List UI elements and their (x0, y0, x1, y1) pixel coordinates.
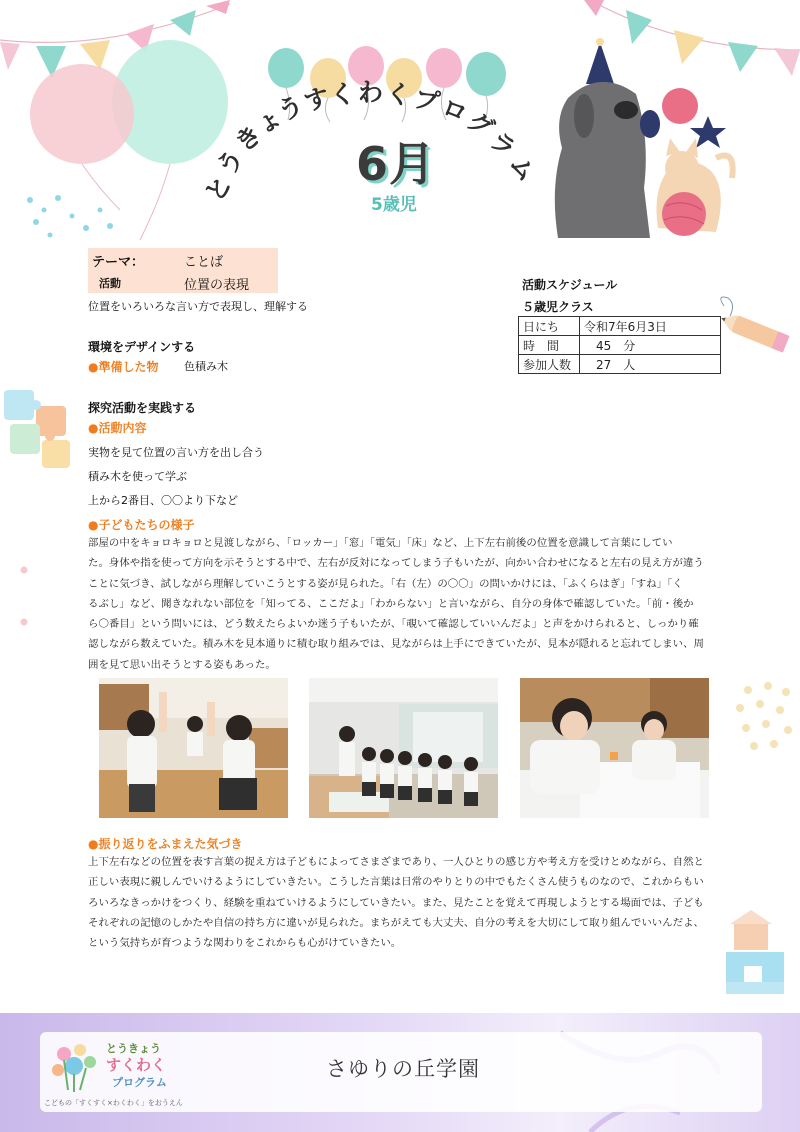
prepared-label: ●準備した物 (88, 360, 159, 374)
reflection-label: ●振り返りをふまえた気づき (88, 837, 243, 851)
activity-photo-1 (99, 678, 288, 818)
logo-line-3: プログラム (112, 1076, 167, 1089)
schedule-row-value: 45 分 (580, 336, 721, 355)
dots-right-decoration (728, 680, 800, 760)
paragraph-line: ろいろなきっかけをつくり、経験を重ねていけるようにしていきたい。また、見たことを覚えて再現しようとする場面では、子ども (88, 896, 704, 909)
schedule-row-label: 参加人数 (519, 355, 580, 374)
practice-heading: 探究活動を実践する (88, 401, 197, 415)
logo-tagline: こどもの「すくすく×わくわく」をおうえん (44, 1099, 183, 1107)
schedule-class: ５歳児クラス (522, 300, 594, 314)
schedule-row (519, 355, 721, 374)
title-char: ょ (250, 101, 287, 140)
prepared-value: 色積み木 (184, 360, 228, 373)
schedule-row-value: 27 人 (580, 355, 721, 374)
activity-value: 位置の表現 (184, 278, 250, 293)
pencil-decoration (716, 294, 800, 364)
activity-label: 活動 (99, 277, 121, 290)
content-item: 上から2番目、〇〇より下など (88, 494, 238, 507)
title-char: グ (462, 105, 499, 144)
schedule-row (519, 317, 721, 336)
puzzle-decoration (0, 384, 80, 476)
blocks-decoration (724, 910, 794, 1000)
paragraph-line: 部屋の中をキョロキョロと見渡しながら、「ロッカー」「窓」「電気」「床」など、上下左右前後の位置を意識して言葉にしてい (88, 537, 673, 549)
title-char: う (273, 90, 308, 127)
month-title: 6月 (356, 137, 437, 191)
activity-photo-3 (520, 678, 709, 818)
theme-label: テーマ： (92, 255, 145, 270)
paragraph-line: ことに気づき、試しながら理解していこうとする姿が見られた。「右（左）の〇〇」の問いかけには、「ふくらはぎ」「すね」「く (88, 577, 683, 590)
dog-and-cat-illustration (540, 38, 750, 243)
paragraph-line: 正しい表現に親しんでいけるようにしていきたい。こうした言葉は日常のやりとりの中でもたくさん使うものなので、これからもい (88, 876, 704, 889)
flower-logo-icon (46, 1040, 106, 1096)
content-label: ●活動内容 (88, 421, 147, 435)
theme-value: ことば (184, 255, 224, 270)
paragraph-line: それぞれの記憶のしかたや自信の持ち方に違いが見られた。まちがえても大丈夫、自分の考えを大切にして取り組んでいいんだよ、 (88, 916, 704, 929)
paragraph-line: ら〇番目」という問いには、どう数えたらよいか迷う子もいたが、「覗いて確認していいんだよ」と声をかけられると、しっかり確 (88, 618, 699, 631)
title-char: わ (358, 78, 384, 107)
school-name: さゆりの丘学園 (326, 1057, 480, 1081)
balloons-left-decoration (20, 40, 230, 250)
theme-description: 位置をいろいろな言い方で表現し、理解する (88, 300, 308, 313)
content-item: 実物を見て位置の言い方を出し合う (88, 446, 264, 459)
schedule-table (518, 316, 721, 374)
paragraph-line: 囲を見て思い出そうとする姿もあった。 (88, 658, 276, 671)
title-char: く (384, 78, 413, 111)
title-char: ラ (483, 125, 522, 164)
logo-line-1: とうきょう (106, 1042, 161, 1055)
title-char: く (328, 78, 357, 111)
dots-left-decoration (16, 560, 36, 630)
title-char: う (211, 143, 250, 182)
schedule-row-label: 時 間 (519, 336, 580, 355)
environment-heading: 環境をデザインする (88, 340, 196, 354)
title-char: ム (503, 149, 542, 188)
content-item: 積み木を使って学ぶ (88, 470, 187, 483)
schedule-heading: 活動スケジュール (522, 278, 618, 292)
reflection-paragraph (88, 852, 704, 953)
children-paragraph (88, 533, 704, 675)
paragraph-line: るぶし」など、聞きなれない部位を「知ってる、ここだよ」「わからない」と言いながら、自分の身体で確認していた。「前・後か (88, 597, 694, 610)
schedule-row-value: 令和7年6月3日 (580, 317, 721, 336)
paragraph-line: 上下左右などの位置を表す言葉の捉え方は子どもによってさまざまであり、一人ひとりの感じ方や考え方を受けとめながら、自然と (88, 856, 704, 868)
title-char: き (229, 119, 268, 158)
paragraph-line: という気持ちが育つような関わりをこれからも心がけていきたい。 (88, 937, 402, 950)
schedule-row (519, 336, 721, 355)
age-group-label: 5歳児 (371, 195, 417, 215)
schedule-row-label: 日にち (519, 317, 580, 336)
title-char: プ (410, 83, 443, 118)
paragraph-line: 認しながら数えていた。積み木を見本通りに積む取り組みでは、見ながらは上手にできていたが、見本が隠れると忘れてしまい、周 (88, 638, 704, 651)
logo-line-2: すくわく (106, 1056, 167, 1074)
title-char: と (199, 170, 238, 207)
title-char: す (300, 82, 333, 117)
title-char: ロ (437, 92, 472, 129)
activity-photo-2 (309, 678, 498, 818)
children-label: ●子どもたちの様子 (88, 518, 195, 532)
paragraph-line: た。身体や指を使って方向を示そうとする中で、左右が反対になってしまう子もいたが、向かい合わせになると左右の見え方が違う (88, 557, 704, 570)
